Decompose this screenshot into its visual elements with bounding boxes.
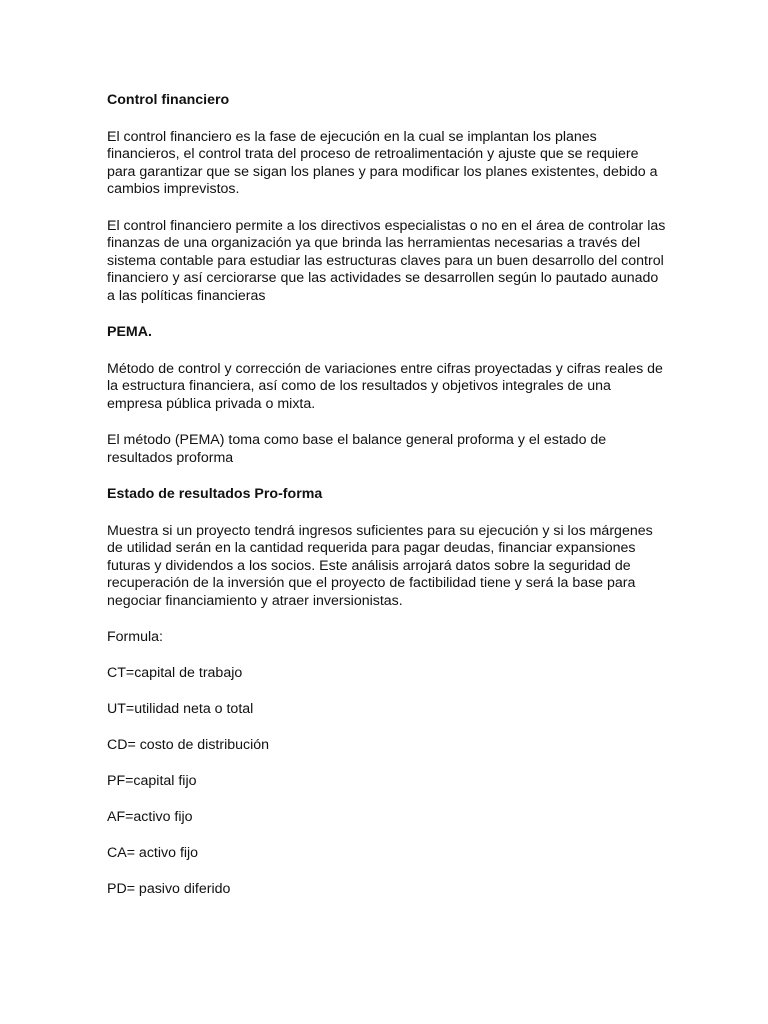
formula-label: Formula:	[107, 629, 163, 645]
paragraph-control-1: El control financiero es la fase de ejecución en la cual se implantan los planes financieros, el control trata del proceso de retroalimentación y ajuste que se requiere para garantizar que se sigan los planes y para modificar los planes existentes, debido a cambios imprevistos.	[107, 128, 658, 197]
section-heading-pema: PEMA.	[107, 324, 152, 340]
paragraph-control-2: El control financiero permite a los directivos especialistas o no en el área de controlar las finanzas de una organización ya que brinda las herramientas necesarias a través del sistema contable para estudiar las estructuras claves para un buen desarrollo del control financiero y así cerciorarse que las actividades se desarrollen según lo pautado aunado a las políticas financieras	[107, 217, 666, 304]
paragraph-pema-1: Método de control y corrección de variaciones entre cifras proyectadas y cifras reales de la estructura financiera, así como de los resultados y objetivos integrales de una empresa pública privada o mixta.	[107, 360, 663, 412]
formula-item: CT=capital de trabajo	[107, 665, 243, 681]
paragraph-estado-1: Muestra si un proyecto tendrá ingresos suficientes para su ejecución y si los márgenes de utilidad serán en la cantidad requerida para pagar deudas, financiar expansiones futuras y dividendos a los socios. Este análisis arrojará datos sobre la seguridad de recuperación de la inversión que el proyecto de factibilidad tiene y será la base para negociar financiamiento y atraer inversionistas.	[107, 522, 653, 609]
formula-item: AF=activo fijo	[107, 809, 193, 825]
formula-item: CD= costo de distribución	[107, 737, 270, 753]
formula-item: PF=capital fijo	[107, 773, 197, 789]
document-page	[107, 92, 667, 917]
formula-item: UT=utilidad neta o total	[107, 701, 254, 717]
section-heading-estado-resultados: Estado de resultados Pro-forma	[107, 486, 323, 502]
section-heading-control-financiero: Control financiero	[107, 92, 230, 108]
paragraph-pema-2: El método (PEMA) toma como base el balance general proforma y el estado de resultados proforma	[107, 432, 607, 466]
formula-item: CA= activo fijo	[107, 845, 199, 861]
formula-item: PD= pasivo diferido	[107, 881, 231, 897]
